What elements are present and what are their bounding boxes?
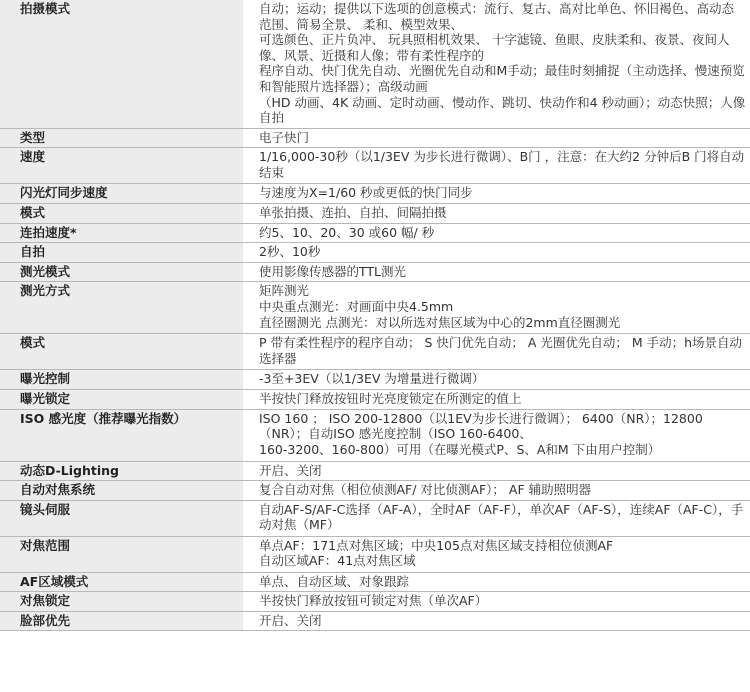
spec-label: 测光方式 (0, 282, 243, 334)
spec-label: 对焦范围 (0, 536, 243, 572)
spec-label: 模式 (0, 334, 243, 370)
table-row (0, 536, 750, 572)
spec-label: 拍摄模式 (0, 0, 243, 128)
spec-value: 约5、10、20、30 或60 幅/ 秒 (243, 223, 750, 243)
spec-value: P 带有柔性程序的程序自动； S 快门优先自动； A 光圈优先自动； M 手动；h场景自动选择器 (243, 334, 750, 370)
spec-value: 开启、关闭 (243, 611, 750, 631)
spec-label: 曝光控制 (0, 370, 243, 390)
table-row (0, 409, 750, 461)
spec-label: 曝光锁定 (0, 389, 243, 409)
table-row (0, 128, 750, 148)
spec-value: -3至+3EV（以1/3EV 为增量进行微调） (243, 370, 750, 390)
spec-label: 闪光灯同步速度 (0, 184, 243, 204)
spec-label: 自动对焦系统 (0, 481, 243, 501)
spec-label: 对焦锁定 (0, 592, 243, 612)
table-row (0, 370, 750, 390)
spec-value: 半按快门释放按钮时光亮度锁定在所测定的值上 (243, 389, 750, 409)
table-row (0, 184, 750, 204)
spec-label: 测光模式 (0, 262, 243, 282)
spec-value: 单张拍摄、连拍、自拍、间隔拍摄 (243, 203, 750, 223)
spec-label: 连拍速度* (0, 223, 243, 243)
table-row (0, 243, 750, 263)
spec-value: 单点、自动区域、对象跟踪 (243, 572, 750, 592)
spec-value: 矩阵测光 中央重点测光：对画面中央4.5mm 直径圈测光 点测光：对以所选对焦区域为中心的2mm直径圈测光 (243, 282, 750, 334)
spec-value: 电子快门 (243, 128, 750, 148)
table-row (0, 592, 750, 612)
spec-label: 速度 (0, 148, 243, 184)
spec-value: 2秒、10秒 (243, 243, 750, 263)
table-row (0, 500, 750, 536)
spec-value: 开启、关闭 (243, 461, 750, 481)
table-row (0, 334, 750, 370)
spec-label: 脸部优先 (0, 611, 243, 631)
table-row (0, 389, 750, 409)
spec-value: 半按快门释放按钮可锁定对焦（单次AF） (243, 592, 750, 612)
table-row (0, 572, 750, 592)
spec-label: AF区域模式 (0, 572, 243, 592)
spec-value: 与速度为X=1/60 秒或更低的快门同步 (243, 184, 750, 204)
table-row (0, 148, 750, 184)
table-row (0, 203, 750, 223)
table-row (0, 282, 750, 334)
spec-value: 自动；运动；提供以下选项的创意模式：流行、复古、高对比单色、怀旧褐色、高动态范围、简易全景、 柔和、模型效果、 可选颜色、正片负冲、 玩具照相机效果、 十字滤镜、鱼眼、皮肤柔和、夜景、夜间人像、风景、近摄和人像；带有柔性程序的 程序自动、快门优先自动、光圈优先自动和M手动；最佳时刻捕捉（主动选择、慢速预览和智能照片选择器）；高级动画 （HD 动画、4K 动画、定时动画、慢动作、跳切、快动作和4 秒动画）；动态快照；人像自拍 (243, 0, 750, 128)
spec-label: 镜头伺服 (0, 500, 243, 536)
spec-label: 类型 (0, 128, 243, 148)
spec-label: ISO 感光度（推荐曝光指数） (0, 409, 243, 461)
spec-value: ISO 160 ； ISO 200-12800（以1EV为步长进行微调）； 6400（NR）；12800（NR）；自动ISO 感光度控制（ISO 160-6400、 160-3200、160-800）可用（在曝光模式P、S、A和M 下由用户控制） (243, 409, 750, 461)
table-row (0, 0, 750, 128)
spec-value: 自动AF-S/AF-C选择（AF-A），全时AF（AF-F），单次AF（AF-S），连续AF（AF-C），手动对焦（MF） (243, 500, 750, 536)
spec-value: 1/16,000-30秒（以1/3EV 为步长进行微调）、B门 ，注意：在大约2 分钟后B 门将自动结束 (243, 148, 750, 184)
spec-label: 模式 (0, 203, 243, 223)
spec-label: 自拍 (0, 243, 243, 263)
table-row (0, 481, 750, 501)
spec-value: 使用影像传感器的TTL测光 (243, 262, 750, 282)
table-row (0, 611, 750, 631)
spec-value: 复合自动对焦（相位侦测AF/ 对比侦测AF）； AF 辅助照明器 (243, 481, 750, 501)
table-row (0, 461, 750, 481)
table-row (0, 223, 750, 243)
table-row (0, 262, 750, 282)
spec-label: 动态D-Lighting (0, 461, 243, 481)
spec-value: 单点AF：171点对焦区域；中央105点对焦区域支持相位侦测AF 自动区域AF：41点对焦区域 (243, 536, 750, 572)
